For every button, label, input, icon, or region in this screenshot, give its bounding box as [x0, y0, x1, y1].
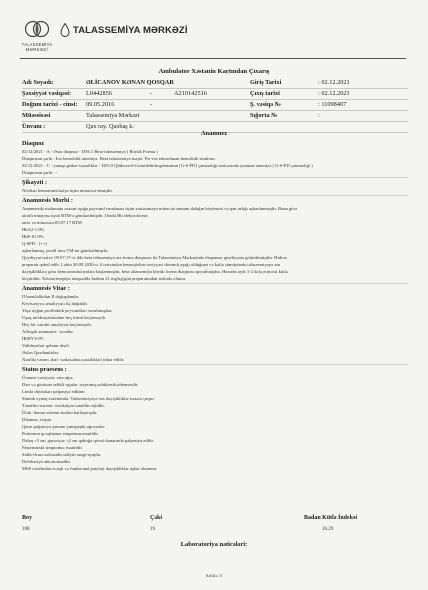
anamnesis-body: [22, 140, 408, 472]
diagnosis-note: Diaqnozun şərhi : -: [22, 170, 58, 175]
praesens-line: Limfa düyünləri palpasiya edilmir.: [22, 389, 86, 394]
name-label: Adı Soyadı:: [22, 79, 54, 86]
divider: [22, 177, 408, 178]
exit-date: : 02.12.2021: [318, 90, 350, 97]
info-row: [22, 111, 408, 122]
header-divider: [20, 58, 406, 59]
insurance-label: Sığorta №: [250, 112, 278, 119]
bmi-label: Badan Kütlə İndeksi: [304, 515, 358, 521]
document-title: Ambulator Xəstənin Kartından Çıxarış: [158, 68, 270, 75]
id-fin: A210142516: [174, 90, 207, 97]
morbi-line: ətraflı müayinə üçün RTM-ə göndərilmişdir. Orada Hb elektroforezi:: [22, 213, 149, 218]
weight-label: Çəki: [150, 515, 162, 521]
patient-info: [22, 78, 408, 133]
morbi-line: Q-6FD - (++): [22, 241, 48, 246]
morbi-line: HbF-81.9%: [22, 234, 44, 239]
praesens-line: Defekasiya aktı:normaldır.: [22, 459, 71, 464]
vitae-line: Nəsildə varam ,dəri -zədəxəlinə,xəstəlikləri inkar edilir.: [22, 357, 125, 362]
brand-name: TALASSEMİYA MƏRKƏZİ: [73, 24, 188, 36]
id-label: Şəxsiyyət vəsiqəsi:: [22, 90, 72, 97]
praesens-line: Dəri və görünən selikli qişalar :avazımış,subikterik,ödemsizdir.: [22, 382, 139, 387]
diagnosis-line: 02/12/2021 - C - yanaşı gedən xəstəliklər - D55.0 Qlükoza-6-fosfatdehidrogenazanın [G-6-FD] çatmazlığı nəticəsində yaranan anemiya ( G-6-FD çatmazlığı ): [22, 163, 313, 168]
morbi-line: Qeydiyyat tarixi: 09.07.17-ci ildə beta talassemiya ara forma diaqnozu ilə Talassemiya Mərkəzində dispanser qeydiyyata götürülmüşdür. Hidrea: [22, 255, 287, 260]
height-value: 108: [22, 527, 30, 532]
sv-label: Ş. vəsiqə №: [250, 101, 281, 108]
morbi-line: Anamnezdə məlumata əsasən uşağa pəyvənd vurulması üçün xəstəxanaya müraciət zamanı dalağın böyüməsi və qan azlığı aşkarlanmışdır. Buna görə: [22, 206, 298, 211]
vitae-line: II hamiləlikdən II doğuşdandır.: [22, 294, 80, 299]
morbi-line: HbA2-1.0%: [22, 227, 45, 232]
morbi-line: köçürülür. Xelatorterapiya məqsədilə Jadenu 21 mg/kg/gün preparatından istifadə olunur.: [22, 276, 187, 281]
info-row: [22, 89, 408, 100]
morbi-line: preparatı qəbul edib. Lakin 30.09.2020-ci il tarixindən hemoqlobin səviyyəsi davamlı aşağı olduğuna və kafiə sümüyündə talassemiyaya xas: [22, 262, 281, 267]
id-dash: -: [150, 90, 153, 97]
bmi-value: 16.29: [322, 527, 334, 532]
blood-drop-icon: [60, 23, 70, 37]
praesens-line: Ümumi vəziyyəti: orta-ağır.: [22, 375, 74, 380]
vitae-line: Heç bir cərrahi əməliyyat keçirməyib.: [22, 322, 92, 327]
praesens-line: MSS tərəfindən ocaqlı və funksional patoloji dəyişikliklər aşkar olunmur.: [22, 466, 158, 471]
lab-results-title: Laboratoriya nəticələri:: [180, 541, 248, 548]
divider: [22, 195, 408, 196]
id-number: L0442856: [86, 90, 112, 97]
exit-date-label: Çıxış tarixi: [250, 90, 280, 97]
vitae-line: İRSİYYƏT: [22, 336, 44, 341]
morbi-line: tarix və müəssisə:05.07.17 RTM: [22, 220, 82, 225]
vitae-line: Keyisəriyyə əməliyyatı ilə doğulub.: [22, 301, 88, 306]
entry-date-label: Giriş Tarixi: [250, 79, 282, 86]
patient-name: ƏLİCANOV KƏNAN QOSQAR: [86, 79, 174, 86]
vitae-line: Uşaq infeksiyalarından heç birini keçirməyib.: [22, 315, 107, 320]
address-label: Ünvanı :: [22, 123, 46, 130]
logo-line2: MƏRKƏZİ: [25, 47, 49, 52]
weight-value: 19: [150, 527, 155, 532]
praesens-line: Peritonun qıcıqlanma simptomu:mənfidir.: [22, 431, 99, 436]
institution-value: Talassemiya Mərkəzi: [86, 112, 140, 119]
anamnesis-title: Anamnez: [200, 130, 228, 137]
diagnosis-heading: Diaqnoz: [22, 140, 45, 147]
vitae-line: Allergik anamnezi: -yoxdur.: [22, 329, 74, 334]
vitae-line: Yaşa uyğun profilaktik peyvəndləri vurulmuşdur.: [22, 308, 113, 313]
vitae-line: Valideynləri qohum deyil.: [22, 343, 70, 348]
vitae-line: Əslən Qaxdandırlar.: [22, 350, 59, 355]
logo-line1: TALASSEMİYA: [21, 42, 53, 47]
insurance-number: :: [318, 112, 320, 119]
praesens-line: Ürək -damar sistemi:tonları karlaşmışdır.: [22, 410, 98, 415]
height-label: Boy: [22, 515, 33, 521]
diagnosis-line: 02/12/2021 - A - Əsas diaqnoz - D56.1 Beta-talassemiya ( Böyük Forma ): [22, 149, 158, 154]
morbi-line: aşkarlanmış, profil üzrə TM-na göndərilmişdir.: [22, 248, 109, 253]
praesens-line: Sidik-ifrazı:sərbəstdir,sidiyin rəngi-açıqdır.: [22, 452, 102, 457]
info-row: [22, 78, 408, 89]
divider: [22, 364, 408, 365]
praesens-heading: Status praesens :: [22, 366, 67, 373]
complaints-heading: Şikayəti :: [22, 179, 47, 186]
logo-mark-icon: [24, 18, 50, 40]
morbi-heading: Anamnesis Morbi :: [22, 197, 73, 204]
praesens-line: Qarın palpasiya zamanı yumşaqdır,ağrısızdır.: [22, 424, 106, 429]
brand-block: [60, 23, 188, 37]
vitae-heading: Anamnesis Vitae :: [22, 285, 70, 292]
dob-label: Doğum tarixi - cinsi:: [22, 101, 78, 108]
diagnosis-note: Diaqnozun şərhi : İrsi hemolitik anemiya. Beta talassemiya major. Fer-rez tekrarlanan hemolitik sindrom.: [22, 156, 216, 161]
praesens-line: Dalaq +5 sm ,qaraciyər +2 sm qabırğa qövsü kənarında palpasiya edilir.: [22, 438, 154, 443]
morbi-line: dəyişikliklərə görə hemotransfuziyalara başlanmışdır, beta talassemiya böyük forma diaqnozu qoyulmuşdur. Hazırda aydı 1-2 dəfə eritrosit kütlə: [22, 269, 288, 274]
complaints-text: Növbəti hemotransfuziya üçün müraciət etmişdir.: [22, 188, 113, 193]
praesens-line: Pasternatski simptomu: mənfidir.: [22, 445, 83, 450]
page-number: Səhifə /3: [205, 573, 223, 578]
entry-date: : 02.12.2021: [318, 79, 350, 86]
dob-dash: -: [150, 101, 153, 108]
praesens-line: Sümük oynaq sistemində: Talassemiyaya xas dəyişikliklər nəzərə çarpır.: [22, 396, 155, 401]
institution-label: Müəssisəsi: [22, 112, 51, 119]
dob-value: 09.05.2016: [86, 101, 115, 108]
praesens-line: Tənəffüs sistemi: vezikulyar tənəffüs eşidilir.: [22, 403, 105, 408]
divider: [22, 283, 408, 284]
address-value: Qax ray. Qaxbaş k.: [86, 123, 135, 130]
info-row: [22, 100, 408, 111]
sv-number: : 11098407: [318, 101, 347, 108]
praesens-line: Dilənmə ,reqsiz.: [22, 417, 53, 422]
center-logo: [16, 18, 58, 52]
